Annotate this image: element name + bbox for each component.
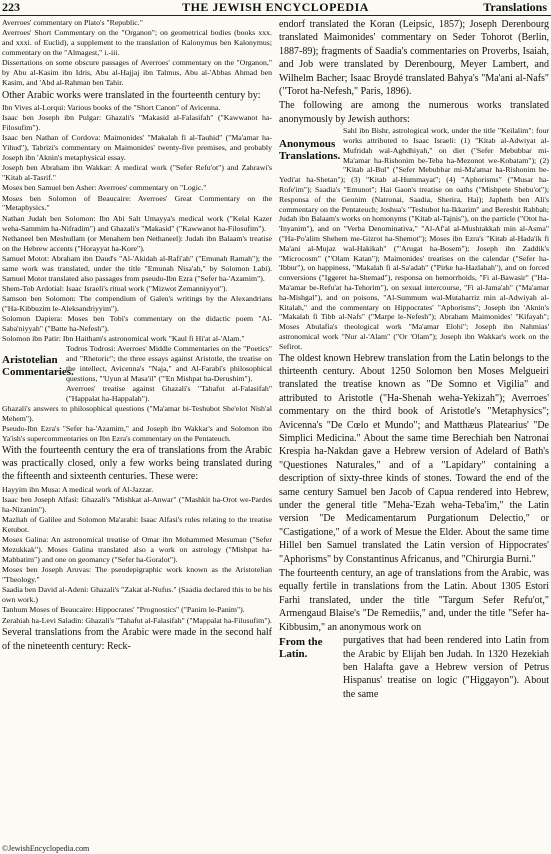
margin-heading-aristotelian: Aristotelian Commentaries. [2,354,74,379]
translator-entry: Joseph ben Abraham ibn Wakkar: A medical work ("Sefer Refu'ot") and Zahrawi's "Kitab al-Tasrif." [2,163,272,183]
translator-entry: Mazliah of Galilee and Solomon Ma'arabi: Isaac Alfasi's rules relating to the treatise Ketubot. [2,515,272,534]
section-name: Translations [483,0,547,14]
translator-entry: Isaac ben Joseph ibn Pulgar: Ghazali's "Makasid al-Falasifah" ("Kawwanot ha-Filosufim"). [2,113,272,133]
body-paragraph: The fourteenth century, an age of translations from the Arabic, was equally fertile in translations from the Latin. About 1305 Estori Farhi translated, under the title "Targum Sefer Refu'ot," Armengaud Blaise's "De Remediis," and, under the title "Sefer ha-Kibbusim," an anonymous work on [279,568,549,633]
anonymous-text: Sahl ibn Bishr, astrological work, under the title "Keilalim": four works attributed to Isaac Israeli: (1) "Kitab al-Adwiyat al-Mufridah wal-Aghdhiyah," on diet ("Sefer Mebubbar mi-Ma'amar ha-Rishonim be-Teba ha-Mezonot we-Kobatam"); (2) "Kitab al-Bul" ("Sefer Mebubbar mi-Ma'amar ha-Rishonim be-Yedi'at ha-Shetan"); (3) "Kitab al-Hummayat"; (4) "Aphorisms" ("Musar ha-Rofe'im"); Saadia's "Emunot"; Hai Gaon's treatise on oaths ("Mishpete Shebu'ot"); Responsa of the Geonim (Natronai, Saadia, Sherira, Hai); Japheth ben Ali's commentary on the Pentateuch; Joshua's "Teshubot ha-Ikkarim" and Bereshit Rabbah; Judah ibn Balaam's works on homonyms ("Kitab al-Tajnis"), on the particle ("Otot ha-'Inyanim"), and on "Verba Denominativa," "Al-Af'al al-Mushtakkah min al-Asma" ("Ha-Po'alim Shehem me-Gizrot ha-Shemot"); Moses ibn Ezra's "Kitab al-Hada'ik fi Ma'ani al-Mujaz wal-Hakikah" ("'Arugat ha-Bosem"); Joseph ibn Zaddik's "Microcosm" ("'Olam Katan"); Maimonides' treatises on the calendar ("Sefer ha-'Ibbur"), on happiness, "Makalah fi al-Sa'adah" ("Pirke ha-Hazlahah"), and on forced conversions ("Iggeret ha-Shemad"), responsa on hemorrhoids, "Fi al-Bawasir" ("Ha-Ma'amar be-Refu'at ha-Tehorim"), on sexual intercourse, "Fi al-Jama'ah" ("Ma'amar ha-Mishgal"), and on poisons, "Al-Summum wal-Mutaharriz min al-Adwiyah al-Kitalah," and the commentary on Hippocrates' "Aphorisms"; Joseph ibn 'Aknin's "Makalah fi Tibb al-Nafs" ("Marpe le-Nefesh"); Abraham Maimonides' "Kifayah"; Moses Abulafia's theological work "Ma'amar Elohi"; Joseph ibn Nahmias' astronomical work "Nur al-'Alam" ("Or 'Olam"); Joseph ibn Wakkar's work on the Sefirot. [279,126,549,351]
running-title: THE JEWISH ENCYCLOPEDIA [182,0,369,14]
translator-entry: Tanhum Moses of Beaucaire: Hippocrates' "Prognostics" ("Panim le-Panim"). [2,605,245,615]
aristotelian-section [2,344,272,443]
right-column [279,18,549,701]
translator-entry: Hayyim ibn Musa: A medical work of Al-Jazzar. [2,484,154,494]
intro-paragraph: Other Arabic works were translated in the fourteenth century by: [2,89,261,101]
translator-entry: Moses Galina: An astronomical treatise of Omar ibn Mohammed Mesuman ("Sefer Mezukkak"). Moses Galina translated also a work on astrology ("Mishpat ha-Mabbatim") and one on geomancy ("Sefer ha-Goralot"). [2,535,272,564]
margin-heading-latin: From the Latin. [279,636,323,661]
body-paragraph: With the fourteenth century the era of translations from the Arabic was practically closed, only a few works being translated during the fifteenth and sixteenth centuries. These were: [2,444,272,483]
left-top-entry: Averroes' Short Commentary on the "Organon"; on geometrical bodies (books xxx. and xxxi. of Euclid), a supplement to the translation of Kalonymus ben Kalonymus; commentary on the "Almagest," i.-iii. [2,28,272,57]
anonymous-section [279,126,549,351]
left-column [2,18,272,653]
header-rule [0,15,551,16]
translator-entry: Averroes' treatise against Ghazali's "Tahafut al-Falasifah" ("Happalat ha-Happalah"). [66,383,272,403]
translator-entry: Saadia ben David al-Adeni: Ghazali's "Zakat al-Nufus." (Saadia declared this to be his own work.) [2,585,272,605]
translator-entry: Moses ben Joseph Aruvas: The pseudepigraphic work known as the Aristotelian "Theology." [2,565,272,584]
body-paragraph: The oldest known Hebrew translation from the Latin belongs to the thirteenth century. About 1250 Solomon ben Moses Melgueiri translated the treatise known as "De Somno et Vigilia" and attributed to Aristotle ("Ha-Shenah weha-Yekizah"); Averroes' commentary on the third book of Aristotle's "Metaphysics"; Avicenna's "De Cœlo et Mundo"; and Matthæus Platearius' "De Simplici Medicina." About the same time Berechiah ben Natronai Krespia ha-Nakdan gave a Hebrew version of Adelard of Bath's "Questiones Naturales," and of a "Lapidary" containing a description of sixty-three kinds of stones. Toward the end of the same century Samuel ben Jacob of Capua rendered into Hebrew, under the general title "Meha-'Ezah weha-Teba'im," the Latin version "De Medicamentarum Purgationum Delectio," or "Castigatione," of a work of Mesue the Elder. About the same time Hillel ben Samuel translated the Latin version of Hippocrates' "Aphorisms" by Constantinus Africanus, and "Chirurgia Burni." [279,352,549,565]
translator-entry: Nethaneel ben Meshullam (or Menahem ben Nethaneel): Judah ibn Balaam's treatise on the Hebrew accents ("Horayyat ha-Kore"). [2,233,272,253]
body-paragraph: endorf translated the Koran (Leipsic, 1857); Joseph Derenbourg translated Maimonides' commentary on Seder Tohorot (Berlin, 1887-89); fragments of Saadia's commentaries on Proverbs, Isaiah, and Job were translated by Derenbourg, Meyer Lambert, and Wilhelm Bacher; Isaac Broydé translated Bahya's "Ma'ani al-Nafs" ("Torot ha-Nefesh," Paris, 1896). [279,19,549,98]
translator-entry: Samuel Motot: Abraham ibn Daud's "Al-'Akidah al-Rafi'ah" ("Emunah Ramah"); the same work was translated, under the title "Emunah Nisa'ah," by Solomon Labi). Samuel Motot translated also passages from pseudo-Ibn Ezra ("Sefer ha-'Azamim"). [2,253,272,283]
margin-heading-anonymous: Anonymous Translations. [279,138,341,163]
left-top-entry: Dissertations on some obscure passages of Averroes' commentary on the "Organon," by Abu al-Kasim ibn Idris, Abu al-Hajjaj ibn Talmus, Abu al-'Abbas Ahmad ben Kasim, and 'Abd al-Rahman ben Tahir. [2,58,272,87]
site-footer: ©JewishEncyclopedia.com [2,844,90,853]
translator-entry: Moses ben Samuel ben Asher: Averroes' commentary on "Logic." [2,183,207,193]
translator-entry: Isaac ben Nathan of Cordova: Maimonides' "Makalah fi al-Tauhid" ("Ma'amar ha-Yihud"), Tabrizi's commentary on Maimonides' twenty-five premises, and probably Joseph ibn 'Aknin's metaphysical essay. [2,133,272,162]
left-top-entry: Averroes' commentary on Plato's "Republic." [2,18,143,27]
translator-entry: Shem-Tob Ardotial: Isaac Israeli's ritual work ("Mizwot Zemanniyyot"). [2,283,228,293]
page-number: 223 [2,0,20,14]
translator-entry: Todros Todrosi: Averroes' Middle Commentaries on the "Poetics" and "Rhetoric"; the three essays against Aristotle, the treatise on the intellect, Avicenna's "Naja," and Al-Farabi's philosophical questions, "'Uyun al Masa'il" ("'En Mishpat ha-Derushim"). [66,344,272,383]
translator-entry: Pseudo-Ibn Ezra's "Sefer ha-'Azamim," and Joseph ibn Wakkar's and Solomon ibn Ya'ish's supercommentaries on Ibn Ezra's commentary on the Pentateuch. [2,423,272,443]
translator-entry: Samson ben Solomon: The compendium of Galen's writings by the Alexandrians ("Ha-Kibbuzim le-Aleksandriyyim"). [2,294,272,313]
body-paragraph: Several translations from the Arabic were made in the second half of the nineteenth century: Reck- [2,627,272,652]
translator-entry: Ghazali's answers to philosophical questions ("Ma'amar bi-Teshubot She'elot Nish'al Mehem"). [2,403,272,423]
translator-entry: Solomon ibn Patir: Ibn Haitham's astronomical work "Kaul fi Hi'at al-'Alam." [2,334,245,344]
translator-entry: Ibn Vives al-Lorqui: Various books of the "Short Canon" of Avicenna. [2,102,221,112]
page-header [0,0,551,14]
translator-entry: Zerahiah ha-Levi Saladin: Ghazali's "Tahafut al-Falasifah" ("Mappalat ha-Filusufim"). [2,615,272,625]
body-paragraph: The following are among the numerous works translated anonymously by Jewish authors: [279,100,549,125]
translator-entry: Isaac ben Joseph Alfasi: Ghazali's "Mishkat al-Anwar" ("Mashkit ha-Orot we-Pardes ha-Nizanim"). [2,495,272,514]
translator-entry: Solomon Dapiera: Moses ben Tobi's commentary on the didactic poem "Al-Saba'niyyah" ("Batte ha-Nefesh"). [2,314,272,334]
translator-entry: Moses ben Solomon of Beaucaire: Averroes' Great Commentary on the "Metaphysics." [2,193,272,213]
body-paragraph: purgatives that had been rendered into Latin from the Arabic by Elijah ben Judah. In 1320 Hezekiah ben Halafta gave a Hebrew version of Petrus Hispanus' treatise on logic ("Higgayon"). About the same [343,635,549,700]
translator-entry: Nathan Judah ben Solomon: Ibn Abi Salt Umayya's medical work ("Kelal Kazer weha-Sammim ha-Nifradim") and Ghazali's "Makasid" ("Kawwanot ha-Filosufim"). [2,213,272,233]
latin-section [279,634,549,701]
